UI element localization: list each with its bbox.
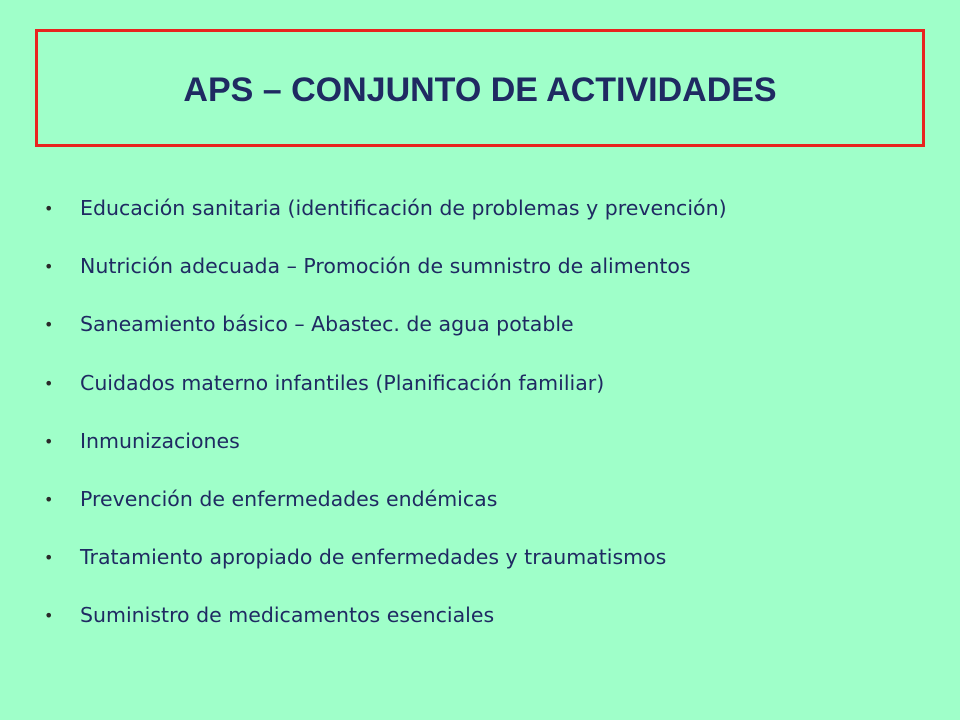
bullet-icon: •: [44, 431, 54, 451]
bullet-icon: •: [44, 199, 54, 218]
list-item-text: Educación sanitaria (identificación de problemas y prevención): [80, 196, 727, 220]
list-item-text: Cuidados materno infantiles (Planificación familiar): [80, 370, 605, 395]
list-item: [44, 425, 924, 483]
list-item-text: Inmunizaciones: [80, 428, 240, 453]
bullet-icon: •: [44, 315, 54, 335]
list-item: [44, 541, 924, 599]
list-item-text: Suministro de medicamentos esenciales: [80, 603, 495, 628]
list-item: [44, 367, 924, 425]
bullet-icon: •: [44, 489, 54, 509]
list-item-text: Prevención de enfermedades endémicas: [80, 486, 498, 511]
bullet-icon: •: [44, 606, 54, 626]
list-item: [44, 308, 924, 366]
list-item-text: Saneamiento básico – Abastec. de agua potable: [80, 312, 574, 337]
list-item: [44, 483, 924, 541]
bullet-icon: •: [44, 548, 54, 568]
list-item: [44, 599, 924, 657]
list-item: [44, 250, 924, 308]
slide-title: APS – CONJUNTO DE ACTIVIDADES: [183, 70, 777, 109]
list-item-text: Nutrición adecuada – Promoción de sumnistro de alimentos: [80, 254, 691, 279]
list-item-text: Tratamiento apropiado de enfermedades y traumatismos: [80, 545, 667, 570]
bullet-icon: •: [44, 257, 54, 277]
bullet-icon: •: [44, 373, 54, 393]
title-box: [35, 29, 925, 147]
bullet-list: [44, 192, 924, 658]
list-item: [44, 192, 924, 250]
